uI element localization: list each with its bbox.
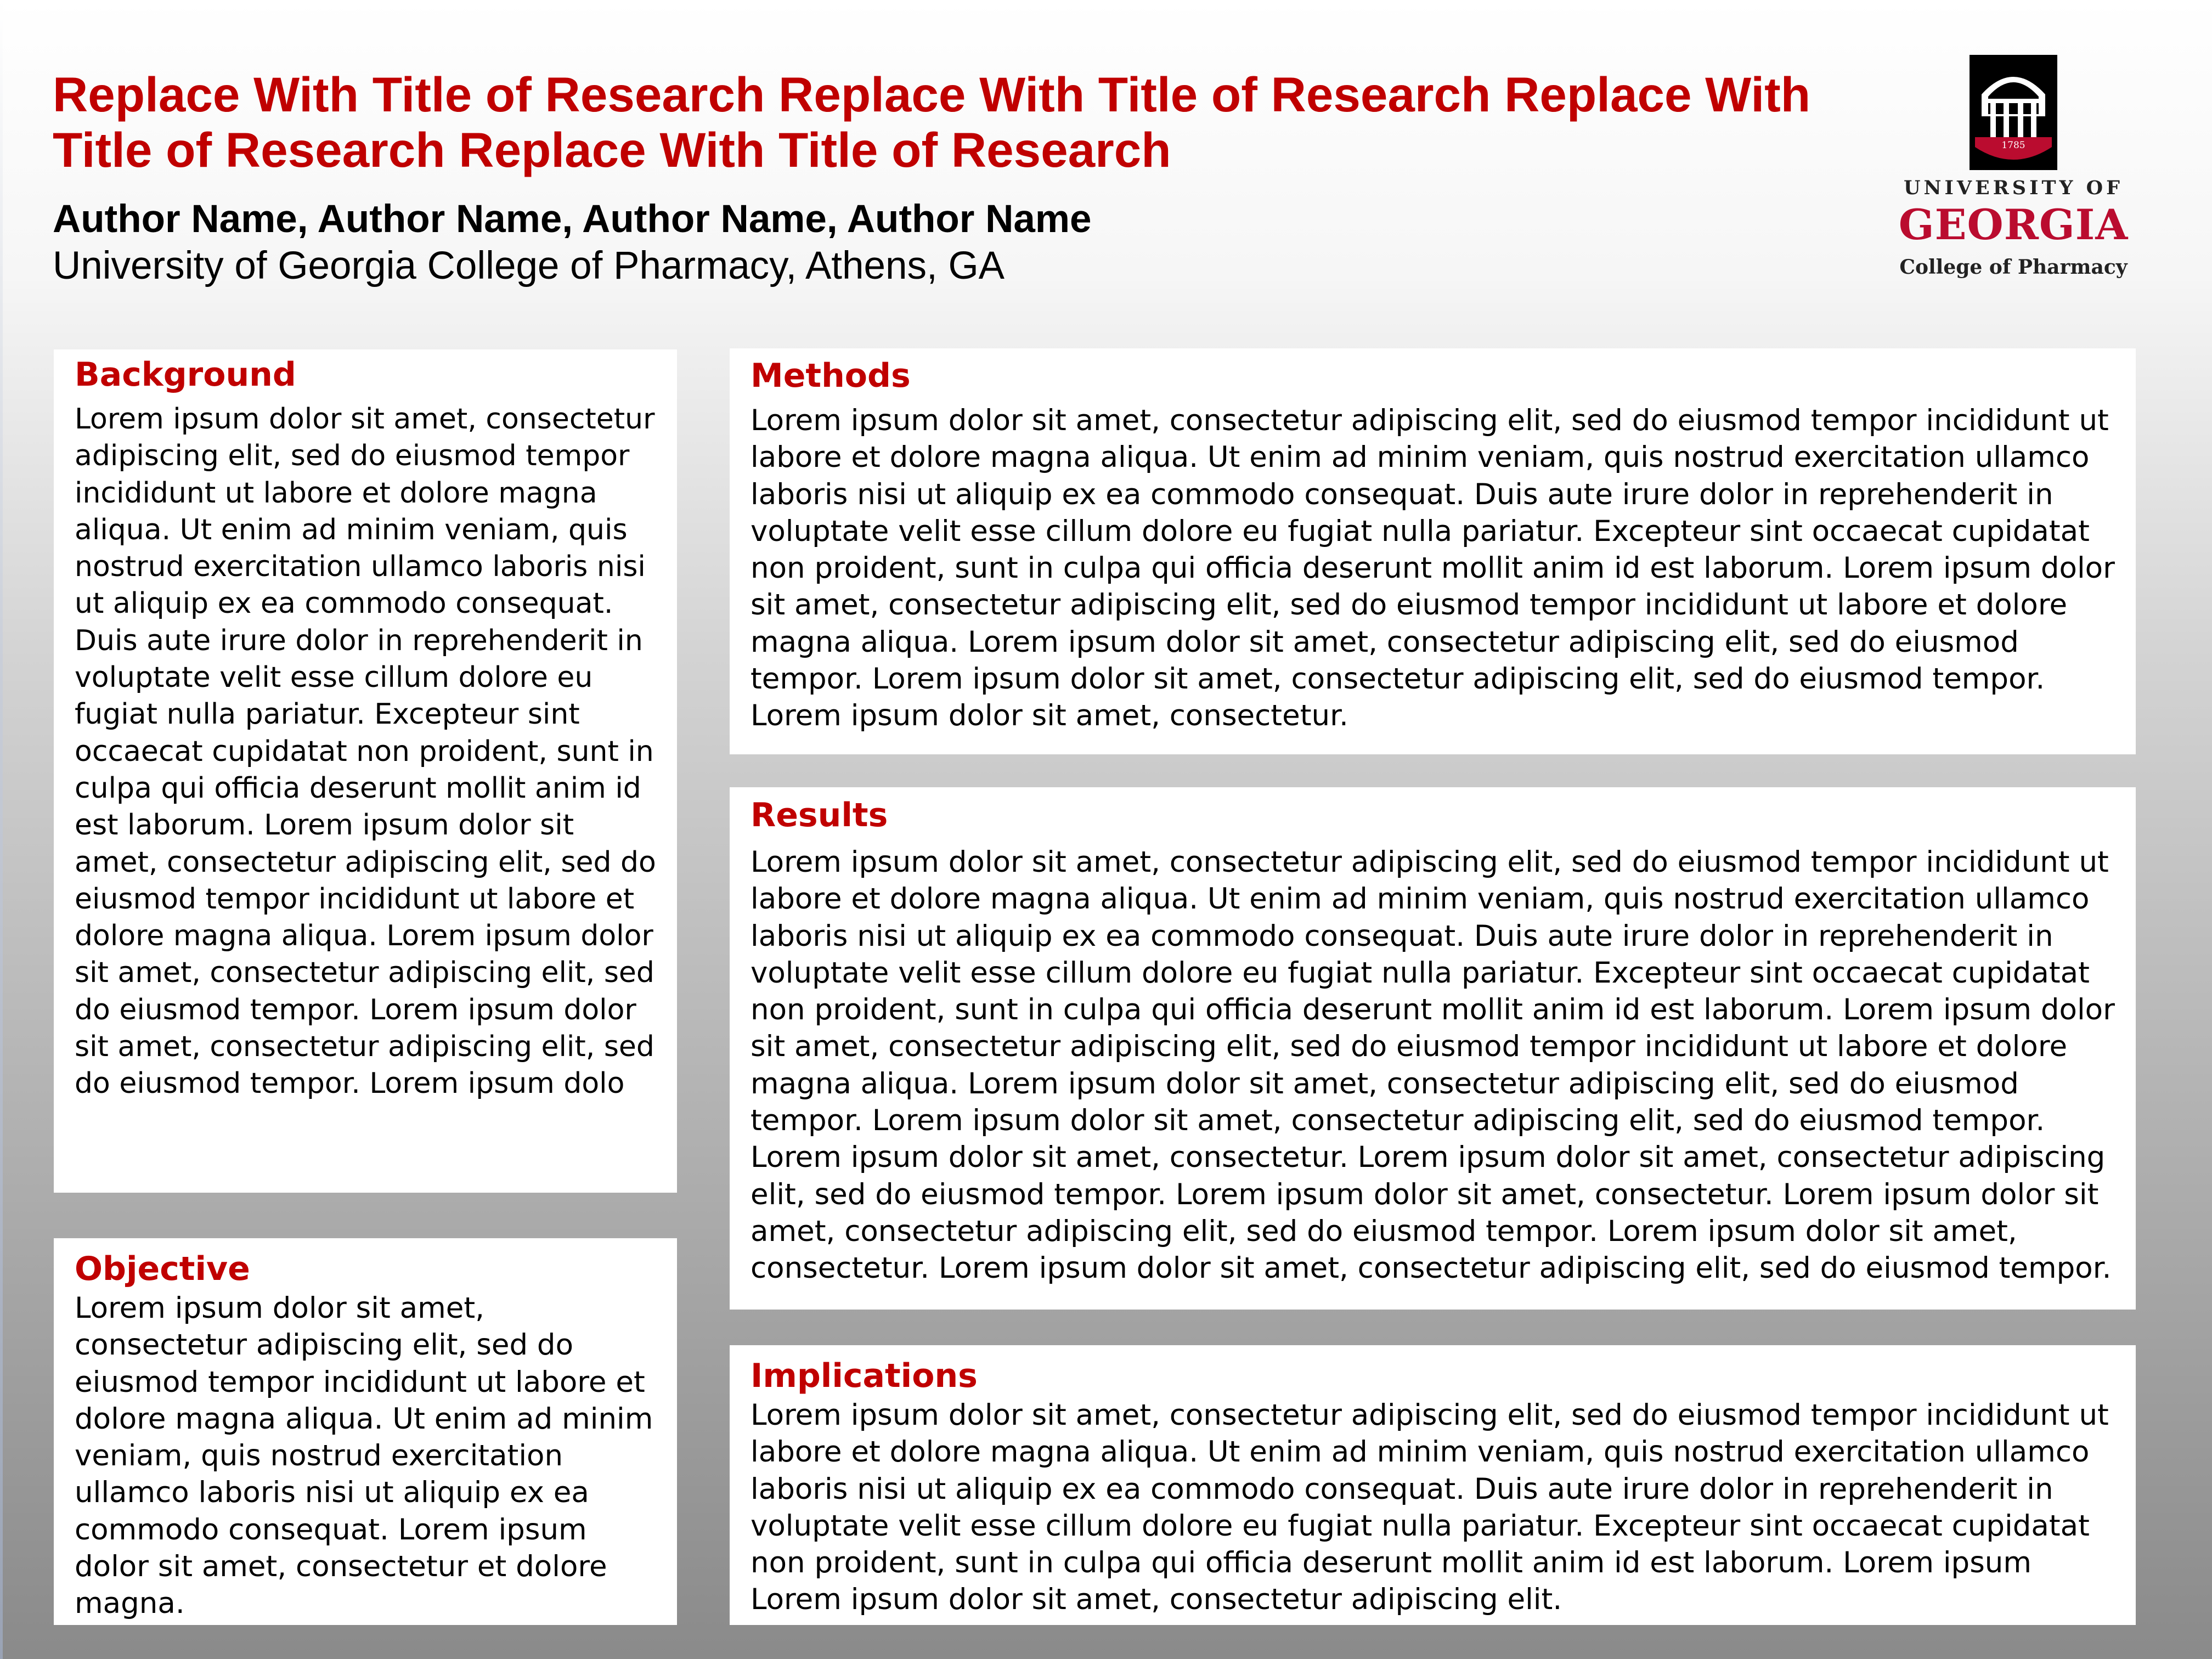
results-body: Lorem ipsum dolor sit amet, consectetur adipiscing elit, sed do eiusmod tempor incididunt ut labore et dolore magna aliqua. Ut enim ad minim veniam, quis nostrud exercitation ullamco laboris nisi ut aliquip ex ea commodo consequat. Duis aute irure dolor in reprehenderit in voluptate velit esse cillum dolore eu fugiat nulla pariatur. Excepteur sint occaecat cupidatat non proident, sunt in culpa qui officia deserunt mollit anim id est laborum. Lorem ipsum dolor sit amet, consectetur adipiscing elit, sed do eiusmod tempor incididunt ut labore et dolore magna aliqua. Lorem ipsum dolor sit amet, consectetur adipiscing elit, sed do eiusmod tempor. Lorem ipsum dolor sit amet, consectetur adipiscing elit, sed do eiusmod tempor. Lorem ipsum dolor sit amet, consectetur. Lorem ipsum dolor sit amet, consectetur adipiscing elit, sed do eiusmod tempor. Lorem ipsum dolor sit amet, consectetur. Lorem ipsum dolor sit amet, consectetur adipiscing elit, sed do eiusmod tempor. Lorem ipsum dolor sit amet, consectetur. Lorem ipsum dolor sit amet, consectetur adipiscing elit, sed do eiusmod tempor. (751, 845, 2115, 1285)
poster-title: Replace With Title of Research Replace With Title of Research Replace With Title of Research Replace With Title of Research (53, 67, 1811, 177)
background-body: Lorem ipsum dolor sit amet, consectetur adipiscing elit, sed do eiusmod tempor incididunt ut labore et dolore magna aliqua. Ut enim ad minim veniam, quis nostrud exercitation ullamco laboris nisi ut aliquip ex ea commodo consequat. Duis aute irure dolor in reprehenderit in voluptate velit esse cillum dolore eu fugiat nulla pariatur. Excepteur sint occaecat cupidatat non proident, sunt in culpa qui officia deserunt mollit anim id est laborum. Lorem ipsum dolor sit amet, consectetur adipiscing elit, sed do eiusmod tempor incididunt ut labore et dolore magna aliqua. Lorem ipsum dolor sit amet, consectetur adipiscing elit, sed do eiusmod tempor. Lorem ipsum dolor sit amet, consectetur adipiscing elit, sed do eiusmod tempor. Lorem ipsum dolo (75, 403, 656, 1101)
arch-icon (1970, 55, 2057, 170)
objective-panel (54, 1238, 677, 1625)
results-heading: Results (751, 796, 888, 834)
left-edge-line (0, 0, 3, 1659)
methods-heading: Methods (751, 357, 911, 395)
background-heading: Background (75, 356, 296, 394)
objective-heading: Objective (75, 1250, 250, 1288)
implications-body: Lorem ipsum dolor sit amet, consectetur adipiscing elit, sed do eiusmod tempor incididunt ut labore et dolore magna aliqua. Ut enim ad minim veniam, quis nostrud exercitation ullamco laboris nisi ut aliquip ex ea commodo consequat. Duis aute irure dolor in reprehenderit in voluptate velit esse cillum dolore eu fugiat nulla pariatur. Excepteur sint occaecat cupidatat non proident, sunt in culpa qui officia deserunt mollit anim id est laborum. Lorem ipsum Lorem ipsum dolor sit amet, consectetur adipiscing elit. (751, 1398, 2109, 1617)
implications-panel (730, 1345, 2136, 1625)
logo-year: 1785 (2001, 140, 2025, 151)
objective-body: Lorem ipsum dolor sit amet, consectetur adipiscing elit, sed do eiusmod tempor incididunt ut labore et dolore magna aliqua. Ut enim ad minim veniam, quis nostrud exercitation ullamco laboris nisi ut aliquip ex ea commodo consequat. Lorem ipsum dolor sit amet, consectetur et dolore magna. (75, 1291, 653, 1621)
methods-body: Lorem ipsum dolor sit amet, consectetur adipiscing elit, sed do eiusmod tempor incididunt ut labore et dolore magna aliqua. Ut enim ad minim veniam, quis nostrud exercitation ullamco laboris nisi ut aliquip ex ea commodo consequat. Duis aute irure dolor in reprehenderit in voluptate velit esse cillum dolore eu fugiat nulla pariatur. Excepteur sint occaecat cupidatat non proident, sunt in culpa qui officia deserunt mollit anim id est laborum. Lorem ipsum dolor sit amet, consectetur adipiscing elit, sed do eiusmod tempor incididunt ut labore et dolore magna aliqua. Lorem ipsum dolor sit amet, consectetur adipiscing elit, sed do eiusmod tempor. Lorem ipsum dolor sit amet, consectetur adipiscing elit, sed do eiusmod tempor. Lorem ipsum dolor sit amet, consectetur. (751, 404, 2115, 733)
affiliation: University of Georgia College of Pharmacy, Athens, GA (53, 244, 1005, 287)
results-panel (730, 787, 2136, 1310)
background-panel (54, 349, 677, 1193)
methods-panel (730, 348, 2136, 754)
uga-logo (1882, 55, 2145, 291)
implications-heading: Implications (751, 1357, 978, 1395)
logo-georgia: GEORGIA (1898, 200, 2129, 249)
logo-university-of: UNIVERSITY OF (1903, 177, 2123, 199)
author-list: Author Name, Author Name, Author Name, Author Name (53, 198, 1092, 241)
logo-college-of-pharmacy: College of Pharmacy (1899, 256, 2128, 279)
